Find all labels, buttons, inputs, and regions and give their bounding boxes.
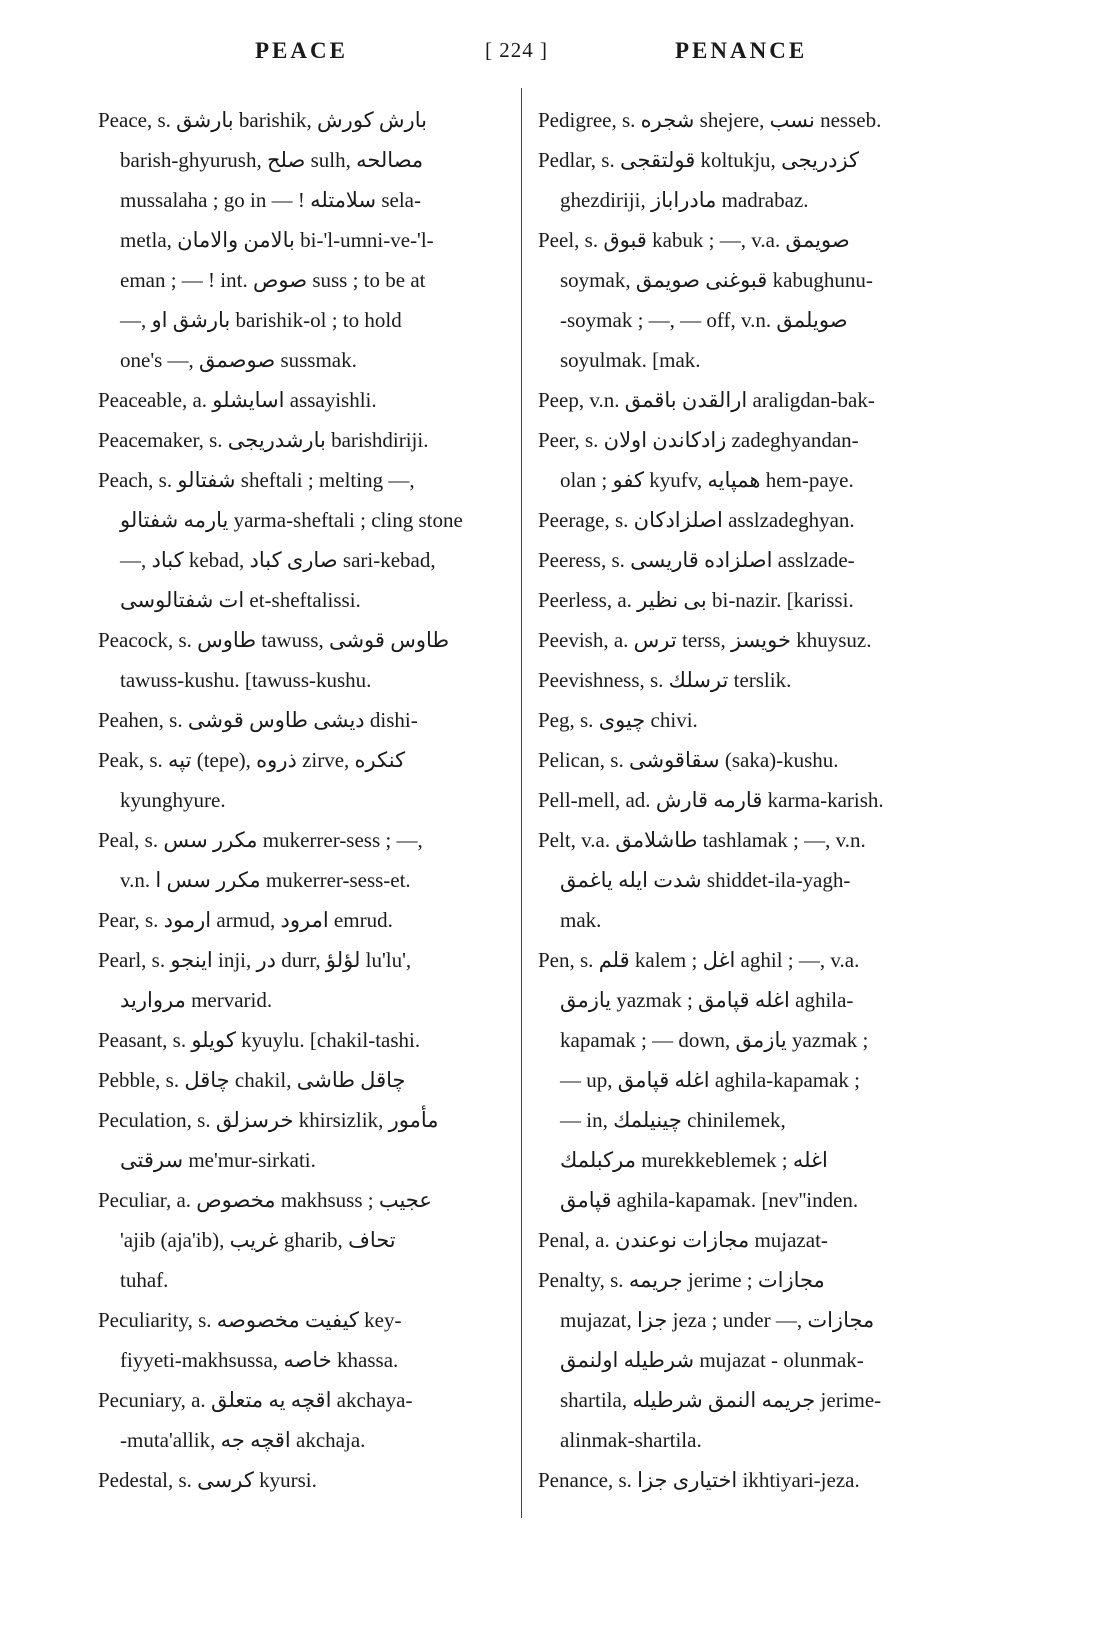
dictionary-entry bbox=[98, 900, 510, 940]
entry-headline: Pear, s. ارمود armud, امرود emrud. bbox=[98, 908, 393, 932]
entry-headline: Penal, a. مجازات نوعندن mujazat- bbox=[538, 1228, 828, 1252]
dictionary-entry bbox=[98, 1180, 510, 1300]
page-number: [ 224 ] bbox=[485, 38, 548, 62]
entry-headline: Pearl, s. اینجو inji, در durr, لؤلؤ lu'lu', bbox=[98, 948, 412, 972]
dictionary-entry bbox=[538, 1260, 950, 1460]
entry-continuation: mussalaha ; go in — ! سلامتله sela- bbox=[120, 188, 421, 212]
entry-continuation: مروارید mervarid. bbox=[120, 988, 273, 1012]
dictionary-entry bbox=[98, 820, 510, 900]
entry-continuation: ghezdiriji, مادراباز madrabaz. bbox=[560, 188, 809, 212]
entry-continuation: mujazat, جزا jeza ; under —, مجازات bbox=[560, 1308, 875, 1332]
dictionary-entry bbox=[538, 580, 950, 620]
entry-continuation: —, بارشق او barishik-ol ; to hold bbox=[120, 308, 402, 332]
entry-headline: Peach, s. شفتالو sheftali ; melting —, bbox=[98, 468, 415, 492]
entry-continuation: eman ; — ! int. صوص suss ; to be at bbox=[120, 268, 426, 292]
dictionary-entry bbox=[98, 1060, 510, 1100]
dictionary-entry bbox=[98, 620, 510, 700]
dictionary-entry bbox=[538, 620, 950, 660]
dictionary-entry bbox=[98, 1020, 510, 1060]
dictionary-entry bbox=[98, 100, 510, 380]
entry-continuation: soyulmak. [mak. bbox=[560, 348, 701, 372]
dictionary-entry bbox=[538, 420, 950, 500]
entry-headline: Pell-mell, ad. قارمه قارش karma-karish. bbox=[538, 788, 884, 812]
dictionary-entry bbox=[538, 100, 950, 140]
entry-continuation: fiyyeti-makhsussa, خاصه khassa. bbox=[120, 1348, 399, 1372]
dictionary-entry bbox=[538, 540, 950, 580]
entry-headline: Pelt, v.a. طاشلامق tashlamak ; —, v.n. bbox=[538, 828, 866, 852]
entry-headline: Peacock, s. طاوس tawuss, طاوس قوشی bbox=[98, 628, 450, 652]
entry-headline: Penance, s. اختیاری جزا ikhtiyari-jeza. bbox=[538, 1468, 860, 1492]
entry-continuation: shartila, جریمه النمق شرطیله jerime- bbox=[560, 1388, 882, 1412]
entry-headline: Peacemaker, s. بارشدریجی barishdiriji. bbox=[98, 428, 429, 452]
entry-continuation: alinmak-shartila. bbox=[560, 1428, 702, 1452]
entry-headline: Pedigree, s. شجره shejere, نسب nesseb. bbox=[538, 108, 882, 132]
dictionary-entry bbox=[538, 220, 950, 380]
dictionary-entry bbox=[538, 820, 950, 940]
entry-headline: Peahen, s. دیشی طاوس قوشی dishi- bbox=[98, 708, 418, 732]
dictionary-entry bbox=[538, 380, 950, 420]
entry-continuation: tuhaf. bbox=[120, 1268, 169, 1292]
dictionary-entry bbox=[538, 140, 950, 220]
dictionary-entry bbox=[98, 420, 510, 460]
entry-headline: Pedestal, s. کرسی kyursi. bbox=[98, 1468, 317, 1492]
running-header bbox=[0, 38, 1115, 74]
dictionary-entry bbox=[98, 1380, 510, 1460]
dictionary-entry bbox=[98, 460, 510, 620]
entry-headline: Peasant, s. کویلو kyuylu. [chakil-tashi. bbox=[98, 1028, 421, 1052]
entry-headline: Peculiar, a. مخصوص makhsuss ; عجیب bbox=[98, 1188, 432, 1212]
entry-headline: Pelican, s. سقاقوشی (saka)-kushu. bbox=[538, 748, 839, 772]
entry-continuation: one's —, صوصمق sussmak. bbox=[120, 348, 357, 372]
entry-continuation: مرکبلمك murekkeblemek ; اغله bbox=[560, 1148, 828, 1172]
entry-continuation: یازمق yazmak ; اغله قپامق aghila- bbox=[560, 988, 854, 1012]
entry-continuation: barish-ghyurush, صلح sulh, مصالحه bbox=[120, 148, 424, 172]
entry-headline: Peculation, s. خرسزلق khirsizlik, مأمور bbox=[98, 1108, 439, 1132]
dictionary-entry bbox=[98, 380, 510, 420]
dictionary-entry bbox=[98, 1100, 510, 1180]
entry-continuation: — up, اغله قپامق aghila-kapamak ; bbox=[560, 1068, 861, 1092]
dictionary-entry bbox=[98, 700, 510, 740]
entry-continuation: یارمه شفتالو yarma-sheftali ; cling stone bbox=[120, 508, 463, 532]
entry-headline: Peep, v.n. ارالقدن باقمق araligdan-bak- bbox=[538, 388, 875, 412]
entry-continuation: شدت ایله یاغمق shiddet-ila-yagh- bbox=[560, 868, 851, 892]
entry-headline: Peg, s. چیوی chivi. bbox=[538, 708, 698, 732]
entry-headline: Pen, s. قلم kalem ; اغل aghil ; —, v.a. bbox=[538, 948, 860, 972]
entry-headline: Peevishness, s. ترسلك terslik. bbox=[538, 668, 792, 692]
entry-continuation: 'ajib (aja'ib), غریب gharib, تحاف bbox=[120, 1228, 396, 1252]
entry-headline: Peer, s. زادکاندن اولان zadeghyandan- bbox=[538, 428, 859, 452]
left-column bbox=[98, 100, 510, 1500]
dictionary-entry bbox=[538, 1220, 950, 1260]
entry-headline: Peal, s. مکرر سس mukerrer-sess ; —, bbox=[98, 828, 423, 852]
entry-continuation: ات شفتالوسی et-sheftalissi. bbox=[120, 588, 361, 612]
entry-headline: Pecuniary, a. اقچه یه متعلق akchaya- bbox=[98, 1388, 413, 1412]
entry-continuation: soymak, قبوغنی صویمق kabughunu- bbox=[560, 268, 873, 292]
entry-headline: Peerage, s. اصلزادکان asslzadeghyan. bbox=[538, 508, 855, 532]
entry-continuation: metla, بالامن والامان bi-'l-umni-ve-'l- bbox=[120, 228, 434, 252]
entry-continuation: -soymak ; —, — off, v.n. صویلمق bbox=[560, 308, 848, 332]
entry-headline: Pedlar, s. قولتقجی koltukju, کزدریجی bbox=[538, 148, 860, 172]
entry-headline: Peevish, a. ترس terss, خویسز khuysuz. bbox=[538, 628, 872, 652]
right-column bbox=[538, 100, 950, 1500]
entry-continuation: شرطیله اولنمق mujazat - olunmak- bbox=[560, 1348, 864, 1372]
dictionary-entry bbox=[98, 940, 510, 1020]
entry-continuation: v.n. مکرر سس ا mukerrer-sess-et. bbox=[120, 868, 411, 892]
dictionary-entry bbox=[538, 660, 950, 700]
entry-continuation: سرقتی me'mur-sirkati. bbox=[120, 1148, 316, 1172]
dictionary-entry bbox=[98, 1300, 510, 1380]
dictionary-entry bbox=[538, 1460, 950, 1500]
entry-headline: Peerless, a. بی نظیر bi-nazir. [karissi. bbox=[538, 588, 854, 612]
entry-headline: Peeress, s. اصلزاده قاریسی asslzade- bbox=[538, 548, 855, 572]
entry-continuation: tawuss-kushu. [tawuss-kushu. bbox=[120, 668, 372, 692]
header-first-word: PEACE bbox=[255, 38, 348, 63]
entry-headline: Penalty, s. جریمه jerime ; مجازات bbox=[538, 1268, 825, 1292]
entry-headline: Pebble, s. چاقل chakil, چاقل طاشی bbox=[98, 1068, 406, 1092]
entry-headline: Peak, s. تپه (tepe), ذروه zirve, کنکره bbox=[98, 748, 406, 772]
entry-headline: Peculiarity, s. کیفیت مخصوصه key- bbox=[98, 1308, 402, 1332]
entry-continuation: kapamak ; — down, یازمق yazmak ; bbox=[560, 1028, 869, 1052]
dictionary-entry bbox=[538, 780, 950, 820]
entry-continuation: olan ; کفو kyufv, همپایه hem-paye. bbox=[560, 468, 854, 492]
column-divider bbox=[521, 88, 522, 1518]
entry-continuation: —, کباد kebad, صاری کباد sari-kebad, bbox=[120, 548, 436, 572]
entry-continuation: kyunghyure. bbox=[120, 788, 226, 812]
entry-headline: Peace, s. بارشق barishik, بارش کورش bbox=[98, 108, 427, 132]
entry-headline: Peaceable, a. اسایشلو assayishli. bbox=[98, 388, 377, 412]
dictionary-entry bbox=[538, 940, 950, 1220]
entry-continuation: -muta'allik, اقچه جه akchaja. bbox=[120, 1428, 366, 1452]
entry-continuation: mak. bbox=[560, 908, 602, 932]
dictionary-entry bbox=[538, 700, 950, 740]
dictionary-entry bbox=[98, 740, 510, 820]
dictionary-entry bbox=[98, 1460, 510, 1500]
entry-headline: Peel, s. قبوق kabuk ; —, v.a. صویمق bbox=[538, 228, 850, 252]
dictionary-entry bbox=[538, 740, 950, 780]
entry-continuation: — in, چینیلمك chinilemek, bbox=[560, 1108, 786, 1132]
entry-continuation: قپامق aghila-kapamak. [nev''inden. bbox=[560, 1188, 859, 1212]
header-last-word: PENANCE bbox=[675, 38, 808, 63]
dictionary-entry bbox=[538, 500, 950, 540]
